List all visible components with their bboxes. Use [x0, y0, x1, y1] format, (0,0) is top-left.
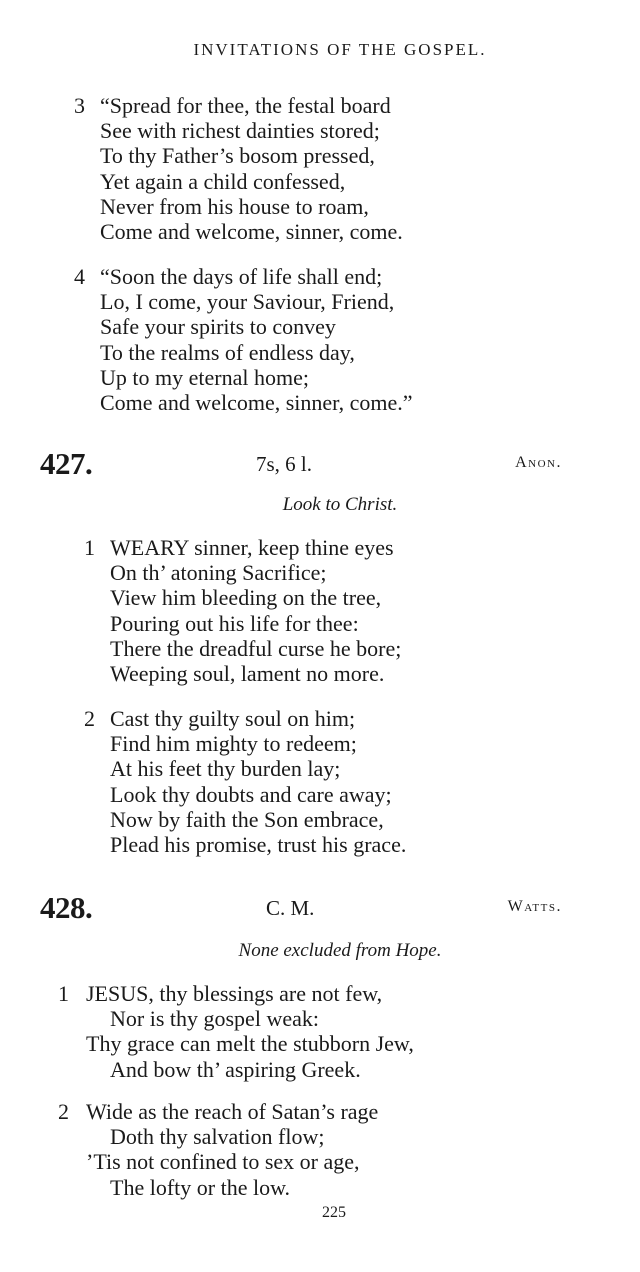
verse-line: There the dreadful curse he bore; [110, 635, 402, 661]
stanza-number: 4 [74, 264, 85, 289]
verse-line: Plead his promise, trust his grace. [110, 832, 407, 858]
hymn-meter: C. M. [266, 896, 315, 920]
stanza [58, 1099, 378, 1200]
verse-line: Wide as the reach of Satan’s rage [86, 1099, 379, 1124]
hymn-subtitle: None excluded from Hope. [238, 940, 442, 961]
stanza [84, 535, 401, 686]
verse-line: Yet again a child confessed, [100, 168, 346, 194]
verse-line: Safe your spirits to convey [100, 314, 336, 340]
verse-line: “Spread for thee, the festal board [100, 93, 391, 118]
verse-line: Nor is thy gospel weak: [110, 1006, 319, 1032]
verse-line: At his feet thy burden lay; [110, 756, 341, 782]
running-head: INVITATIONS OF THE GOSPEL. [193, 40, 487, 59]
verse-line: Lo, I come, your Saviour, Friend, [100, 289, 395, 315]
hymn-author: Watts. [507, 898, 562, 915]
verse-line: Now by faith the Son embrace, [110, 806, 384, 832]
verse-line: ’Tis not confined to sex or age, [86, 1149, 360, 1175]
hymn-number: 428. [40, 890, 93, 925]
verse-line: See with richest dainties stored; [100, 118, 380, 144]
verse-line: To thy Father’s bosom pressed, [100, 143, 375, 169]
stanza-number: 1 [84, 535, 95, 560]
hymn-number: 427. [40, 446, 93, 481]
verse-line: The lofty or the low. [110, 1174, 291, 1200]
stanza [74, 264, 413, 415]
stanza [84, 706, 406, 857]
verse-line: Up to my eternal home; [100, 364, 309, 390]
verse-line: View him bleeding on the tree, [110, 585, 382, 611]
verse-line: Come and welcome, sinner, come. [100, 219, 403, 245]
verse-line: On th’ atoning Sacrifice; [110, 560, 327, 586]
verse-line: Look thy doubts and care away; [110, 781, 392, 807]
verse-line: Thy grace can melt the stubborn Jew, [86, 1031, 414, 1057]
stanza-number: 2 [84, 706, 95, 731]
stanza-number: 2 [58, 1099, 69, 1124]
verse-line: JESUS, thy blessings are not few, [86, 981, 383, 1006]
stanza-number: 3 [74, 93, 85, 118]
verse-line: Doth thy salvation flow; [110, 1124, 325, 1150]
verse-line: “Soon the days of life shall end; [100, 264, 383, 289]
stanza [58, 981, 414, 1082]
verse-line: Weeping soul, lament no more. [110, 661, 385, 687]
verse-line: Never from his house to roam, [100, 193, 369, 219]
verse-line: Come and welcome, sinner, come.” [100, 390, 413, 416]
verse-line: Find him mighty to redeem; [110, 731, 357, 757]
hymn-author: Anon. [515, 454, 562, 471]
verse-line: WEARY sinner, keep thine eyes [110, 535, 394, 560]
stanza [74, 93, 403, 244]
hymn-header [0, 890, 640, 924]
hymn-subtitle: Look to Christ. [282, 494, 398, 515]
hymn-meter: 7s, 6 l. [256, 452, 313, 476]
hymn-header [0, 446, 640, 480]
verse-line: And bow th’ aspiring Greek. [110, 1056, 361, 1082]
verse-line: To the realms of endless day, [100, 339, 355, 365]
verse-line: Cast thy guilty soul on him; [110, 706, 356, 731]
page-number: 225 [322, 1204, 346, 1221]
stanza-number: 1 [58, 981, 69, 1006]
verse-line: Pouring out his life for thee: [110, 610, 359, 636]
